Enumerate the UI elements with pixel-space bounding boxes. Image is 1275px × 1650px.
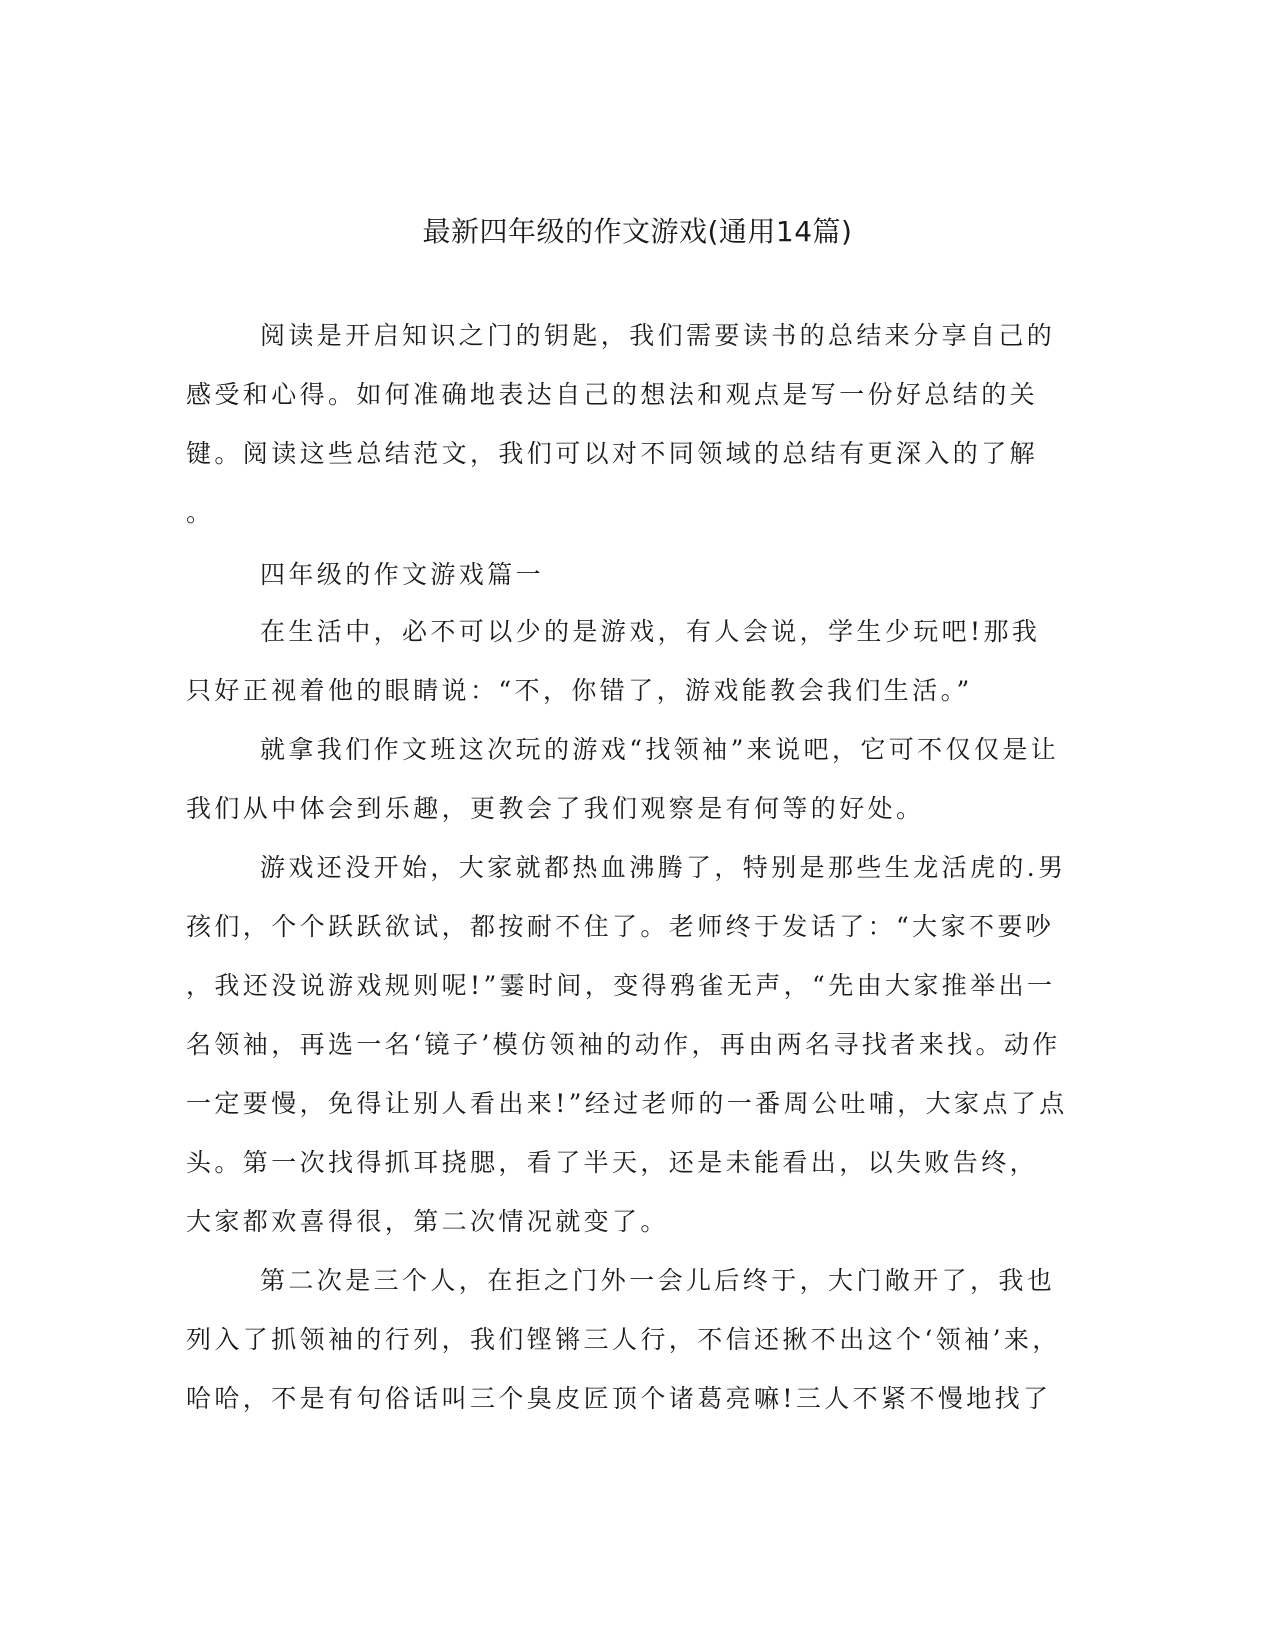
text-line: 。: [186, 498, 215, 527]
text-line: 在生活中，必不可以少的是游戏，有人会说，学生少玩吧!那我: [260, 617, 1041, 646]
text-line: 一定要慢，免得让别人看出来!”经过老师的一番周公吐哺，大家点了点: [186, 1089, 1068, 1118]
text-line: 键。阅读这些总结范文，我们可以对不同领域的总结有更深入的了解: [186, 439, 1039, 468]
text-line: 名领袖，再选一名‘镜子’模仿领袖的动作，再由两名寻找者来找。动作: [186, 1030, 1061, 1059]
text-line: 游戏还没开始，大家就都热血沸腾了，特别是那些生龙活虎的.男: [260, 853, 1067, 882]
text-line: 感受和心得。如何准确地表达自己的想法和观点是写一份好总结的关: [186, 380, 1039, 409]
section-heading: 四年级的作文游戏篇一: [260, 560, 545, 589]
text-line: 第二次是三个人，在拒之门外一会儿后终于，大门敞开了，我也: [260, 1266, 1056, 1295]
document-title: 最新四年级的作文游戏(通用14篇): [422, 215, 853, 248]
text-line: 哈哈，不是有句俗话叫三个臭皮匠顶个诸葛亮嘛!三人不紧不慢地找了: [186, 1384, 1052, 1413]
text-line: 大家都欢喜得很，第二次情况就变了。: [186, 1207, 669, 1236]
text-line: 就拿我们作文班这次玩的游戏“找领袖”来说吧，它可不仅仅是让: [260, 735, 1060, 764]
text-line: 我们从中体会到乐趣，更教会了我们观察是有何等的好处。: [186, 794, 925, 823]
text-line: 阅读是开启知识之门的钥匙，我们需要读书的总结来分享自己的: [260, 321, 1056, 350]
text-line: 孩们，个个跃跃欲试，都按耐不住了。老师终于发话了：“大家不要吵: [186, 912, 1055, 941]
text-line: 头。第一次找得抓耳挠腮，看了半天，还是未能看出，以失败告终，: [186, 1148, 1039, 1177]
text-line: ，我还没说游戏规则呢!”霎时间，变得鸦雀无声，“先由大家推举出一: [186, 971, 1056, 1000]
text-line: 只好正视着他的眼睛说：“不，你错了，游戏能教会我们生活。”: [186, 676, 973, 705]
text-line: 列入了抓领袖的行列，我们铿锵三人行，不信还揪不出这个‘领袖’来，: [186, 1325, 1061, 1354]
